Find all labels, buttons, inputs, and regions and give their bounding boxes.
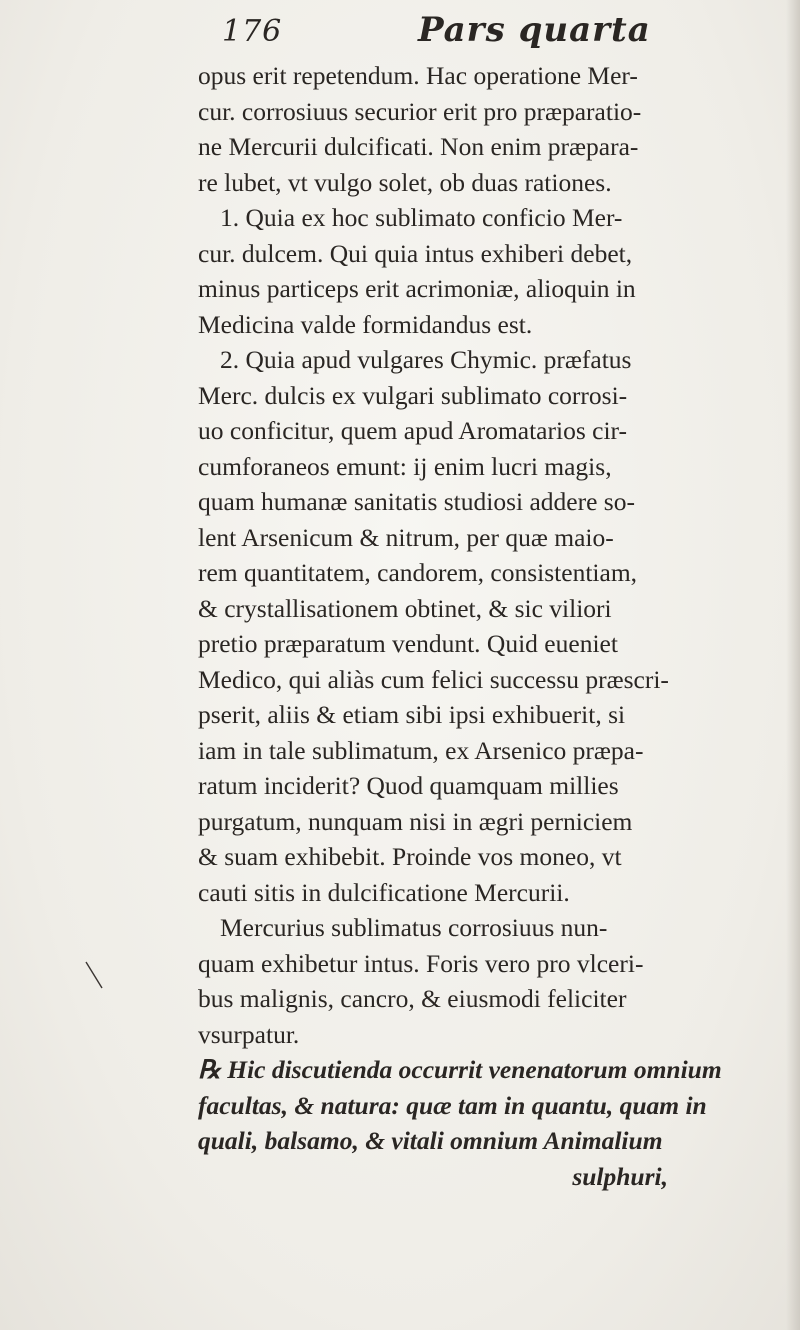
page-number: 176 (222, 14, 283, 49)
text-line: 2. Quia apud vulgares Chymic. præfatus (220, 345, 632, 374)
text-line: cumforaneos emunt: ij enim lucri magis, (198, 451, 612, 481)
text-line: Medico, qui aliàs cum felici successu præscri- (198, 664, 669, 694)
text-line: lent Arsenicum & nitrum, per quæ maio- (198, 522, 614, 552)
text-line: & crystallisationem obtinet, & sic viliori (198, 593, 612, 623)
text-line: & suam exhibebit. Proinde vos moneo, vt (198, 842, 622, 871)
text-line: Merc. dulcis ex vulgari sublimato corrosi- (198, 380, 628, 410)
text-line: quali, balsamo, & vitali omnium Animalium (198, 1126, 663, 1155)
margin-stroke-mark (84, 960, 104, 990)
text-line: minus particeps erit acrimoniæ, alioquin in (198, 274, 636, 303)
text-line: rem quantitatem, candorem, consistentiam, (198, 558, 638, 587)
text-line: cauti sitis in dulcificatione Mercurii. (198, 877, 570, 907)
body-text (198, 58, 722, 1194)
text-line: ne Mercurii dulcificati. Non enim præpara- (198, 132, 639, 161)
text-line: quam humanæ sanitatis studiosi addere so- (198, 487, 635, 516)
running-head: Pars quarta (418, 10, 651, 50)
page-edge-shadow (786, 0, 800, 1330)
text-line: 1. Quia ex hoc sublimato conficio Mer- (220, 203, 623, 232)
text-line: ℞ Hic discutienda occurrit venenatorum omnium (198, 1055, 722, 1084)
text-line: re lubet, vt vulgo solet, ob duas rationes. (198, 167, 612, 197)
text-line: opus erit repetendum. Hac operatione Mer- (198, 61, 638, 90)
text-line: facultas, & natura: quæ tam in quantu, quam in (198, 1090, 707, 1120)
text-line: iam in tale sublimatum, ex Arsenico præpa- (198, 735, 644, 765)
text-line: quam exhibetur intus. Foris vero pro vlceri- (198, 948, 644, 978)
text-line: uo conficitur, quem apud Aromatarios cir- (198, 416, 628, 445)
text-line: cur. corrosiuus securior erit pro præparatio- (198, 96, 642, 126)
text-line: bus malignis, cancro, & eiusmodi feliciter (198, 984, 627, 1013)
text-line: sulphuri, (572, 1161, 668, 1191)
text-line: pserit, aliis & etiam sibi ipsi exhibuerit, si (198, 700, 626, 729)
text-line: cur. dulcem. Qui quia intus exhiberi debet, (198, 238, 633, 268)
text-line: vsurpatur. (198, 1019, 300, 1049)
text-line: pretio præparatum vendunt. Quid eueniet (198, 629, 618, 658)
text-line: purgatum, nunquam nisi in ægri perniciem (198, 806, 633, 836)
page-header (222, 10, 692, 62)
text-line: Mercurius sublimatus corrosiuus nun- (220, 913, 608, 942)
text-line: Medicina valde formidandus est. (198, 309, 533, 339)
text-line: ratum inciderit? Quod quamquam millies (198, 771, 619, 800)
